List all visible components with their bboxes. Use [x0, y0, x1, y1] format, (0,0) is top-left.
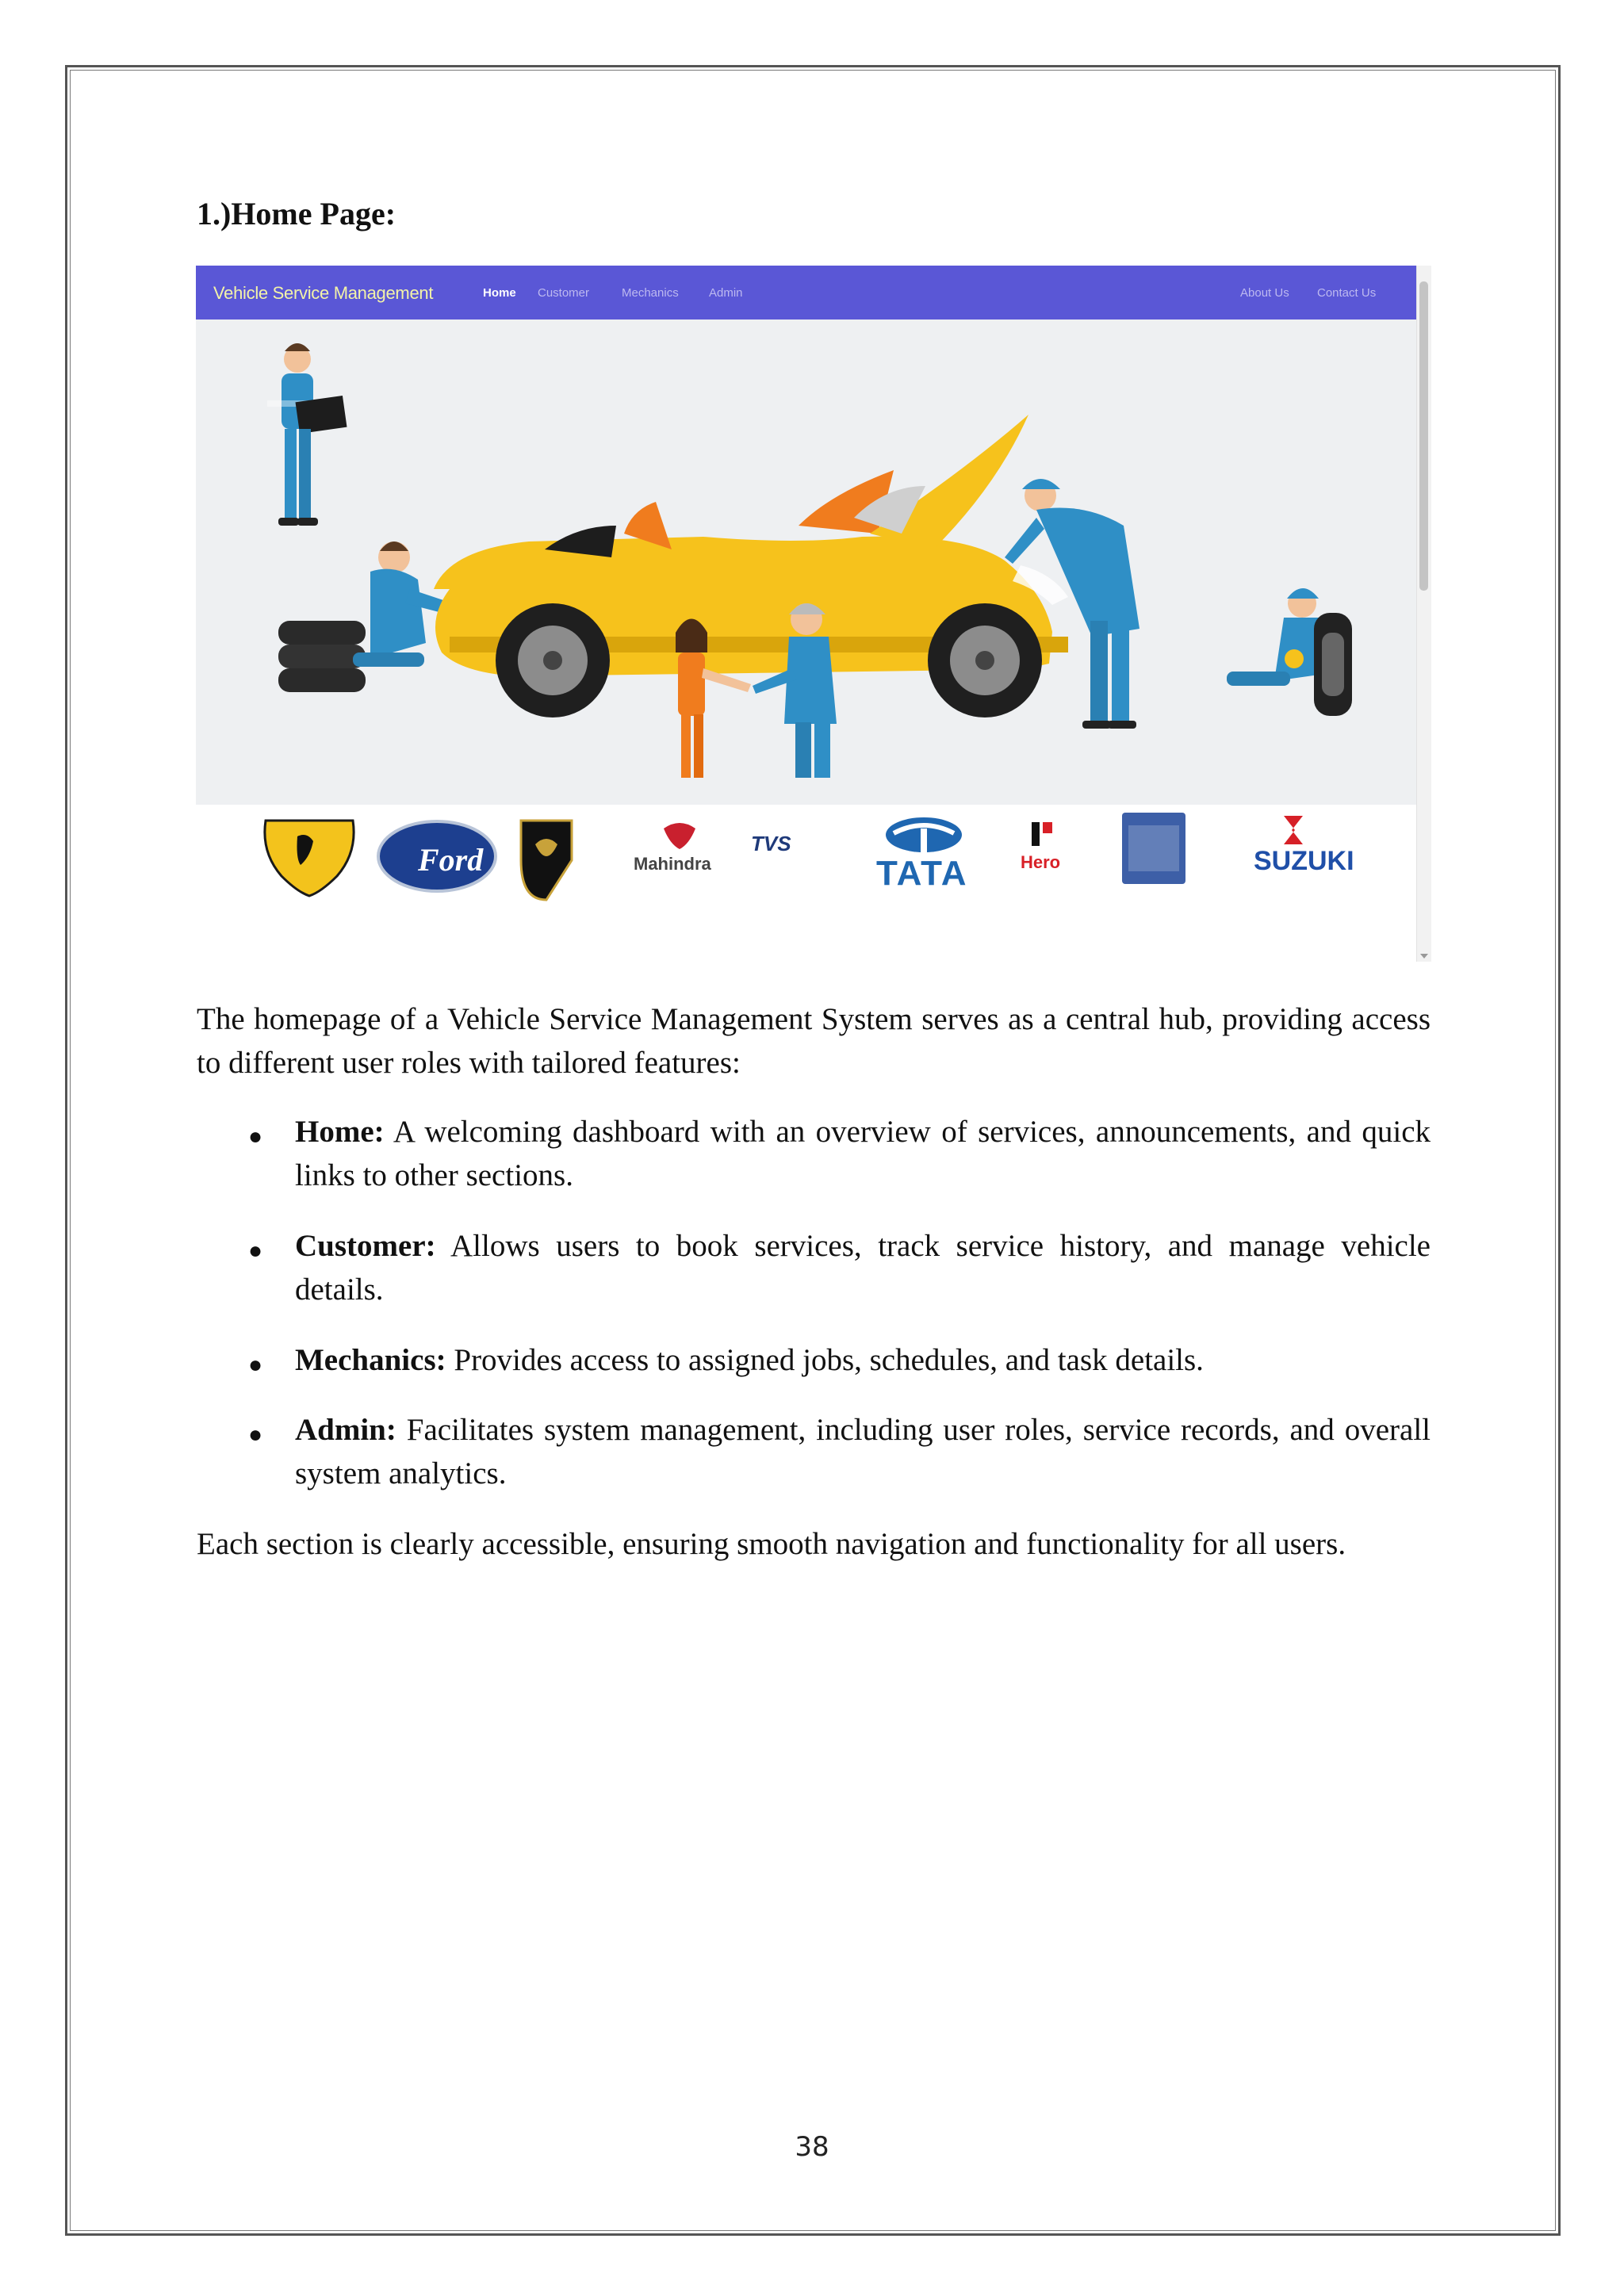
bullet-mechanics-term: Mechanics: [295, 1343, 446, 1377]
mahindra-logo [664, 823, 695, 849]
tata-wordmark: TATA [876, 854, 968, 893]
bullet-home [295, 1110, 1431, 1197]
bullet-home-term: Home: [295, 1115, 385, 1149]
bullet-customer [295, 1224, 1431, 1311]
mahindra-wordmark: Mahindra [634, 854, 711, 874]
hero-wordmark: Hero [1021, 852, 1061, 872]
bullet-admin-term: Admin: [295, 1413, 396, 1447]
bullet-icon: ● [248, 1422, 263, 1448]
intro-paragraph: The homepage of a Vehicle Service Management System serves as a central hub, providing access to different user roles with tailored features: [197, 1002, 1431, 1080]
bullet-home-text: A welcoming dashboard with an overview of services, announcements, and quick links to other sections. [295, 1115, 1431, 1192]
lamborghini-logo [521, 821, 572, 900]
bullet-icon: ● [248, 1352, 263, 1378]
section-heading: 1.)Home Page: [197, 196, 396, 232]
hero-logo [1032, 822, 1052, 846]
bullet-customer-term: Customer: [295, 1229, 436, 1263]
suzuki-logo [1284, 816, 1303, 844]
car-wheel-rear [496, 603, 610, 718]
mechanic-tyre-figure [1227, 588, 1352, 716]
brand-logo-strip [196, 805, 1417, 962]
nav-customer[interactable]: Customer [538, 286, 590, 300]
bullet-mechanics [295, 1338, 1431, 1382]
ferrari-logo [265, 821, 354, 896]
bullet-admin [295, 1408, 1431, 1495]
bullet-icon: ● [248, 1123, 263, 1150]
bullet-customer-text: Allows users to book services, track service history, and manage vehicle details. [295, 1229, 1431, 1307]
navbar [196, 266, 1417, 320]
scrollbar-thumb[interactable] [1419, 281, 1428, 591]
bullet-mechanics-text: Provides access to assigned jobs, schedules, and task details. [446, 1343, 1204, 1377]
nav-about-us[interactable]: About Us [1240, 286, 1289, 300]
homepage-screenshot [196, 266, 1431, 962]
closing-paragraph: Each section is clearly accessible, ensuring smooth navigation and functionality for all users. [197, 1527, 1346, 1561]
tata-logo [886, 817, 962, 852]
scrollbar[interactable] [1416, 266, 1431, 962]
bullet-icon: ● [248, 1238, 263, 1264]
page-number: 38 [795, 2131, 829, 2163]
nav-mechanics[interactable]: Mechanics [622, 286, 679, 300]
nav-admin[interactable]: Admin [709, 286, 743, 300]
nav-contact-us[interactable]: Contact Us [1317, 286, 1377, 300]
bullet-admin-text: Facilitates system management, including user roles, service records, and overall system analytics. [295, 1413, 1431, 1490]
nav-home[interactable]: Home [483, 286, 516, 300]
car-wheel-front [928, 603, 1042, 718]
mechanic-laptop-figure [267, 343, 347, 526]
scroll-down-arrow-icon[interactable] [1420, 954, 1428, 959]
tvs-wordmark: TVS [751, 832, 791, 855]
suzuki-wordmark: SUZUKI [1254, 846, 1354, 876]
navbar-brand[interactable]: Vehicle Service Management [213, 283, 434, 303]
brand-logos-graphics [196, 805, 1417, 962]
hero-illustration [196, 320, 1417, 805]
ford-wordmark: Ford [418, 842, 484, 878]
rolls-royce-logo [1122, 813, 1185, 884]
tyre-stack [278, 621, 366, 692]
